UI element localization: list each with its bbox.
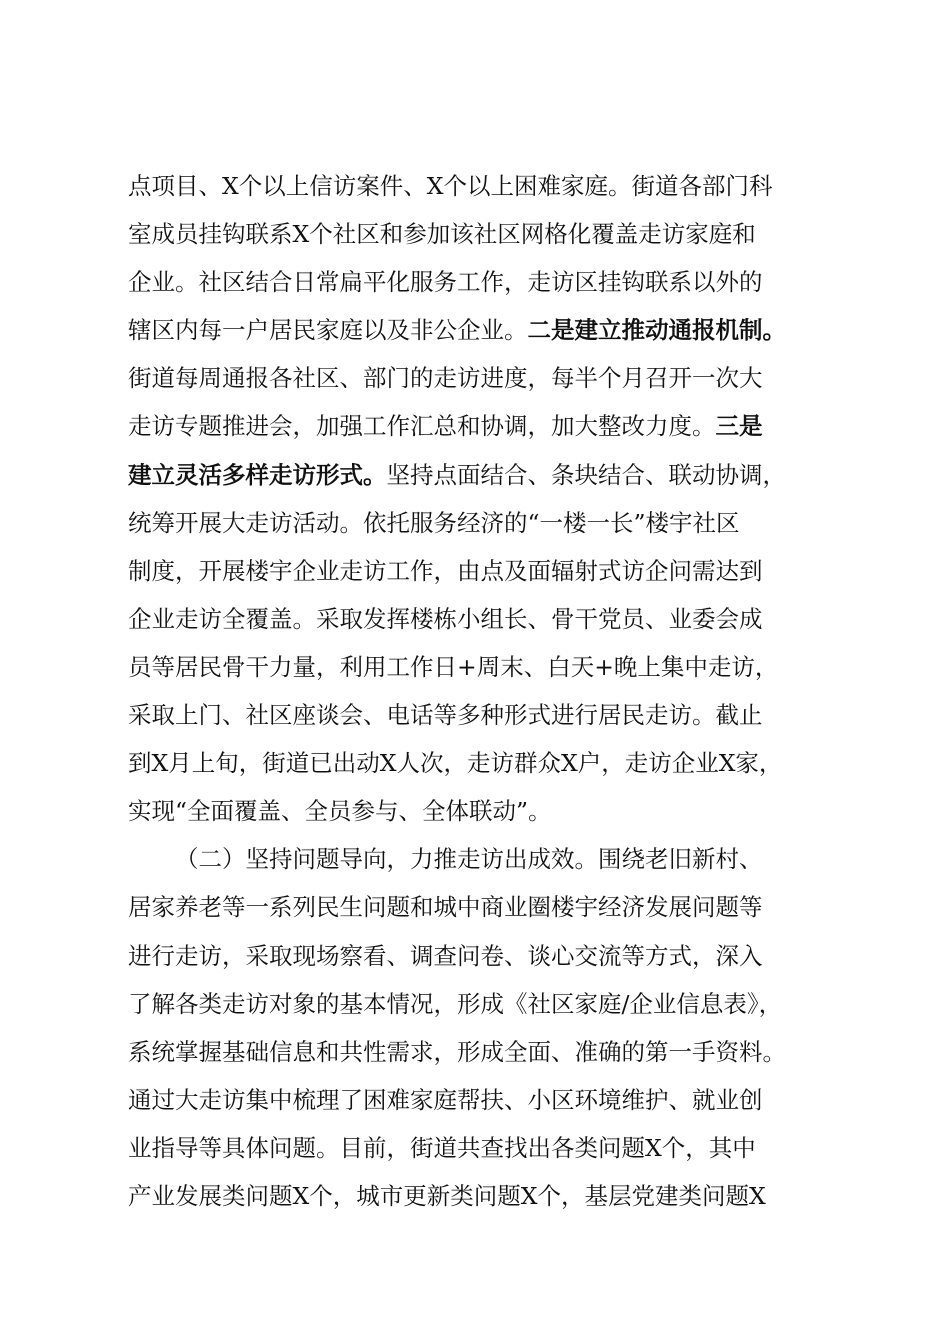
body-text [128, 162, 848, 1220]
text-line [128, 258, 848, 306]
text-run: 采取上门、社区座谈会、电话等多种形式进行居民走访。截止 [128, 701, 763, 730]
text-run: 业指导等具体问题。目前，街道共查找出各类问题X个，其中 [128, 1133, 756, 1162]
bold-text-run: 二是建立推动通报机制。 [527, 316, 786, 345]
text-line [128, 1124, 848, 1172]
text-run: 实现“全面覆盖、全员参与、全体联动”。 [128, 797, 552, 826]
text-run: 产业发展类问题X个，城市更新类问题X个，基层党建类问题X [128, 1181, 766, 1210]
text-line [128, 1028, 848, 1076]
text-line [128, 499, 848, 547]
text-line [128, 643, 848, 691]
text-line [128, 980, 848, 1028]
text-run: 坚持点面结合、条块结合、联动协调， [386, 460, 786, 489]
text-line [128, 835, 848, 883]
text-line [128, 739, 848, 787]
text-line [128, 210, 848, 258]
text-line [128, 306, 848, 354]
text-run: 系统掌握基础信息和共性需求，形成全面、准确的第一手资料。 [128, 1037, 786, 1066]
text-run: 辖区内每一户居民家庭以及非公企业。 [128, 316, 528, 345]
text-line [128, 932, 848, 980]
text-line [128, 162, 848, 210]
text-line [128, 691, 848, 739]
text-line [128, 547, 848, 595]
text-line [128, 595, 848, 643]
text-run: 统筹开展大走访活动。依托服务经济的“一楼一长”楼宇社区 [128, 508, 740, 537]
text-run: 室成员挂钩联系X个社区和参加该社区网格化覆盖走访家庭和 [128, 220, 756, 249]
text-line [128, 451, 848, 499]
text-run: 进行走访，采取现场察看、调查问卷、谈心交流等方式，深入 [128, 941, 763, 970]
text-run: 制度，开展楼宇企业走访工作，由点及面辐射式访企问需达到 [128, 556, 763, 585]
text-run: 企业走访全覆盖。采取发挥楼栋小组长、骨干党员、业委会成 [128, 604, 763, 633]
text-run: 了解各类走访对象的基本情况，形成《社区家庭/企业信息表》， [128, 989, 783, 1018]
text-run: 走访专题推进会，加强工作汇总和协调，加大整改力度。 [128, 412, 716, 441]
text-run: 通过大走访集中梳理了困难家庭帮扶、小区环境维护、就业创 [128, 1085, 763, 1114]
text-run: 街道每周通报各社区、部门的走访进度，每半个月召开一次大 [128, 364, 763, 393]
text-run: 员等居民骨干力量，利用工作日+周末、白天+晚上集中走访， [128, 652, 779, 681]
text-run: （二）坚持问题导向，力推走访出成效。围绕老旧新村、 [175, 845, 763, 874]
text-run: 企业。社区结合日常扁平化服务工作，走访区挂钩联系以外的 [128, 268, 763, 297]
bold-text-run: 建立灵活多样走访形式。 [128, 460, 387, 489]
bold-text-run: 三是 [715, 412, 763, 441]
text-line [128, 787, 848, 835]
text-line [128, 402, 848, 450]
text-line [128, 1076, 848, 1124]
text-run: 居家养老等一系列民生问题和城中商业圈楼宇经济发展问题等 [128, 893, 763, 922]
text-line [128, 883, 848, 931]
text-line [128, 1172, 848, 1220]
text-line [128, 354, 848, 402]
text-run: 到X月上旬，街道已出动X人次，走访群众X户，走访企业X家， [128, 749, 783, 778]
text-run: 点项目、X个以上信访案件、X个以上困难家庭。街道各部门科 [128, 172, 773, 200]
